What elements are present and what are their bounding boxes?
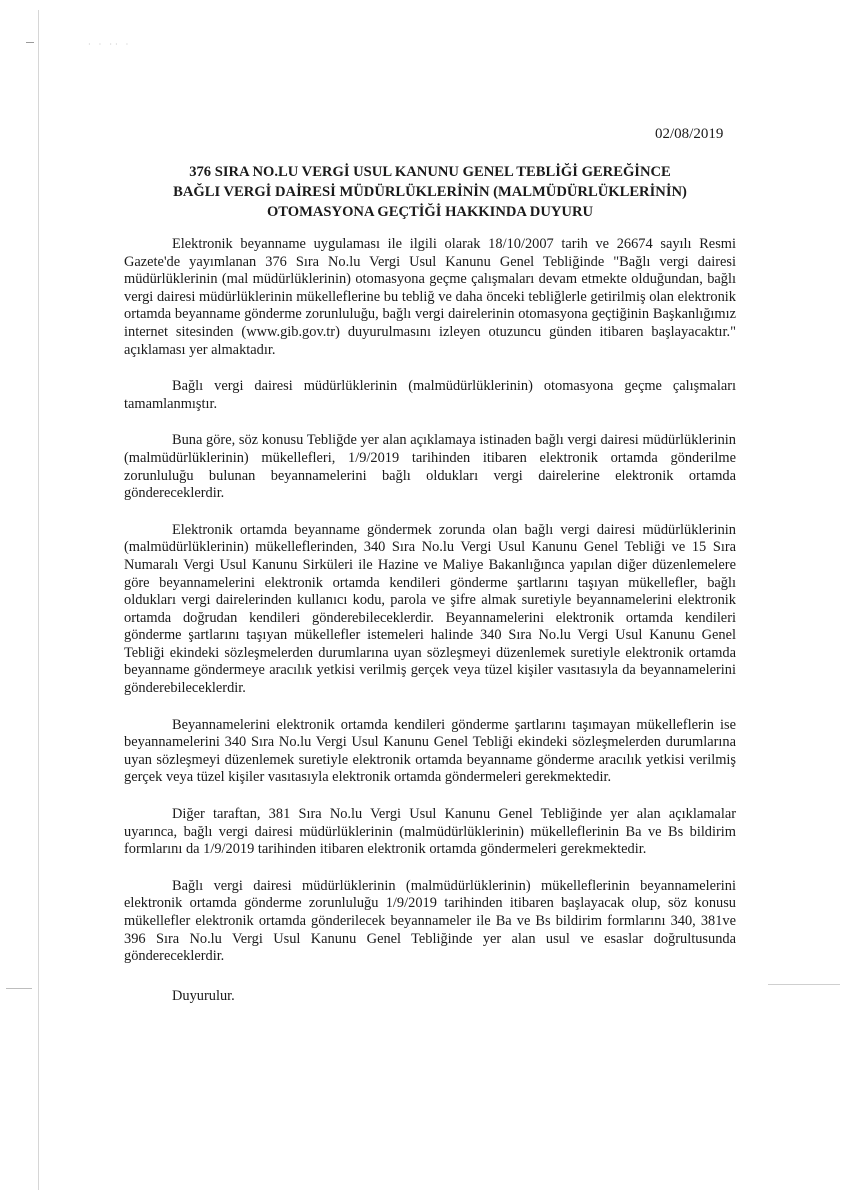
paragraph: Beyannamelerini elektronik ortamda kendileri gönderme şartlarını taşımayan mükelleflerin ise beyannamelerini 340 Sıra No.lu Vergi Usul Kanunu Genel Tebliği ekindeki sözleşmelerden durumlarına uyan sözleşmeyi düzenlemek suretiyle elektronik ortamda beyanname gönderme aracılık yetkisi verilmiş gerçek veya tüzel kişiler vasıtasıyla elektronik ortamda göndermeleri gerekmektedir. [124, 716, 736, 786]
scan-mark [6, 988, 32, 989]
title-line: BAĞLI VERGİ DAİRESİ MÜDÜRLÜKLERİNİN (MALMÜDÜRLÜKLERİNİN) [173, 184, 687, 200]
title-line: OTOMASYONA GEÇTİĞİ HAKKINDA DUYURU [266, 204, 594, 220]
title-line: 376 SIRA NO.LU VERGİ USUL KANUNU GENEL TEBLİĞİ GEREĞİNCE [189, 164, 671, 180]
scan-smudge: · · ·· · [88, 40, 132, 49]
paragraph: Elektronik beyanname uygulaması ile ilgili olarak 18/10/2007 tarih ve 26674 sayılı Resmi Gazete'de yayımlanan 376 Sıra No.lu Vergi Usul Kanunu Genel Tebliğinde "Bağlı vergi dairesi müdürlüklerinin (mal müdürlüklerinin) otomasyona geçme çalışmaları devam etmekte olduğundan, bağlı vergi dairesi müdürlüklerinin mükelleflerine bu tebliğ ve daha önceki tebliğlerle getirilmiş olan elektronik ortamda beyanname gönderme zorunluluğu, bağlı vergi dairelerinin otomasyona geçtiğinin Başkanlığımız internet sitesinden (www.gib.gov.tr) duyurulmasını izleyen otuzuncu günden itibaren başlayacaktır." açıklaması yer almaktadır. [124, 236, 736, 358]
scan-mark [26, 42, 34, 43]
paragraph: Bağlı vergi dairesi müdürlüklerinin (malmüdürlüklerinin) otomasyona geçme çalışmaları tamamlanmıştır. [124, 378, 736, 412]
closing-line: Duyurulur. [172, 987, 235, 1004]
paragraph: Buna göre, söz konusu Tebliğde yer alan açıklamaya istinaden bağlı vergi dairesi müdürlüklerinin (malmüdürlüklerinin) mükellefleri, 1/9/2019 tarihinden itibaren elektronik ortamda gönderilme zorunluluğu bulunan beyannamelerini bağlı oldukları vergi dairelerine elektronik ortamda göndereceklerdir. [124, 432, 736, 502]
document-body [124, 236, 736, 1005]
paragraph: Diğer taraftan, 381 Sıra No.lu Vergi Usul Kanunu Genel Tebliğinde yer alan açıklamalar uyarınca, bağlı vergi dairesi müdürlüklerinin (malmüdürlüklerinin) mükelleflerinin Ba ve Bs bildirim formlarını da 1/9/2019 tarihinden itibaren elektronik ortamda göndermeleri gerekmektedir. [124, 806, 736, 858]
scan-mark [768, 984, 840, 985]
scan-edge-line [38, 10, 39, 1190]
document-date: 02/08/2019 [655, 126, 724, 142]
paragraph: Bağlı vergi dairesi müdürlüklerinin (malmüdürlüklerinin) mükelleflerinin beyannamelerini elektronik ortamda gönderme zorunluluğu 1/9/2019 tarihinden itibaren başlayacak olup, söz konusu mükellefler elektronik ortamda gönderilecek beyannameler ile Ba ve Bs bildirim formlarını 340, 381ve 396 Sıra No.lu Vergi Usul Kanunu Genel Tebliğinde yer alan usul ve esaslar doğrultusunda göndereceklerdir. [124, 877, 736, 965]
paragraph: Elektronik ortamda beyanname göndermek zorunda olan bağlı vergi dairesi müdürlüklerinin (malmüdürlüklerinin) mükelleflerinden, 340 Sıra No.lu Vergi Usul Kanunu Genel Tebliği ve 15 Sıra Numaralı Vergi Usul Kanunu Sirküleri ile Hazine ve Maliye Bakanlığınca yapılan diğer düzenlemelere göre beyannamelerini elektronik ortamda kendileri gönderme şartlarını taşıyan mükellefler, bağlı oldukları vergi dairelerinden kullanıcı kodu, parola ve şifre almak suretiyle beyannamelerini elektronik ortamda doğrudan kendileri gönderebileceklerdir. Beyannamelerini elektronik ortamda kendileri gönderme şartlarını taşıyan mükellefler istemeleri halinde 340 Sıra No.lu Vergi Usul Kanunu Genel Tebliği ekindeki sözleşmelerden durumlarına uyan sözleşmeyi düzenlemek suretiyle elektronik ortamda beyanname göndermeye aracılık yetkisi verilmiş gerçek veya tüzel kişiler vasıtasıyla da beyannamelerini gönderebileceklerdir. [124, 521, 736, 697]
document-title [150, 162, 710, 222]
